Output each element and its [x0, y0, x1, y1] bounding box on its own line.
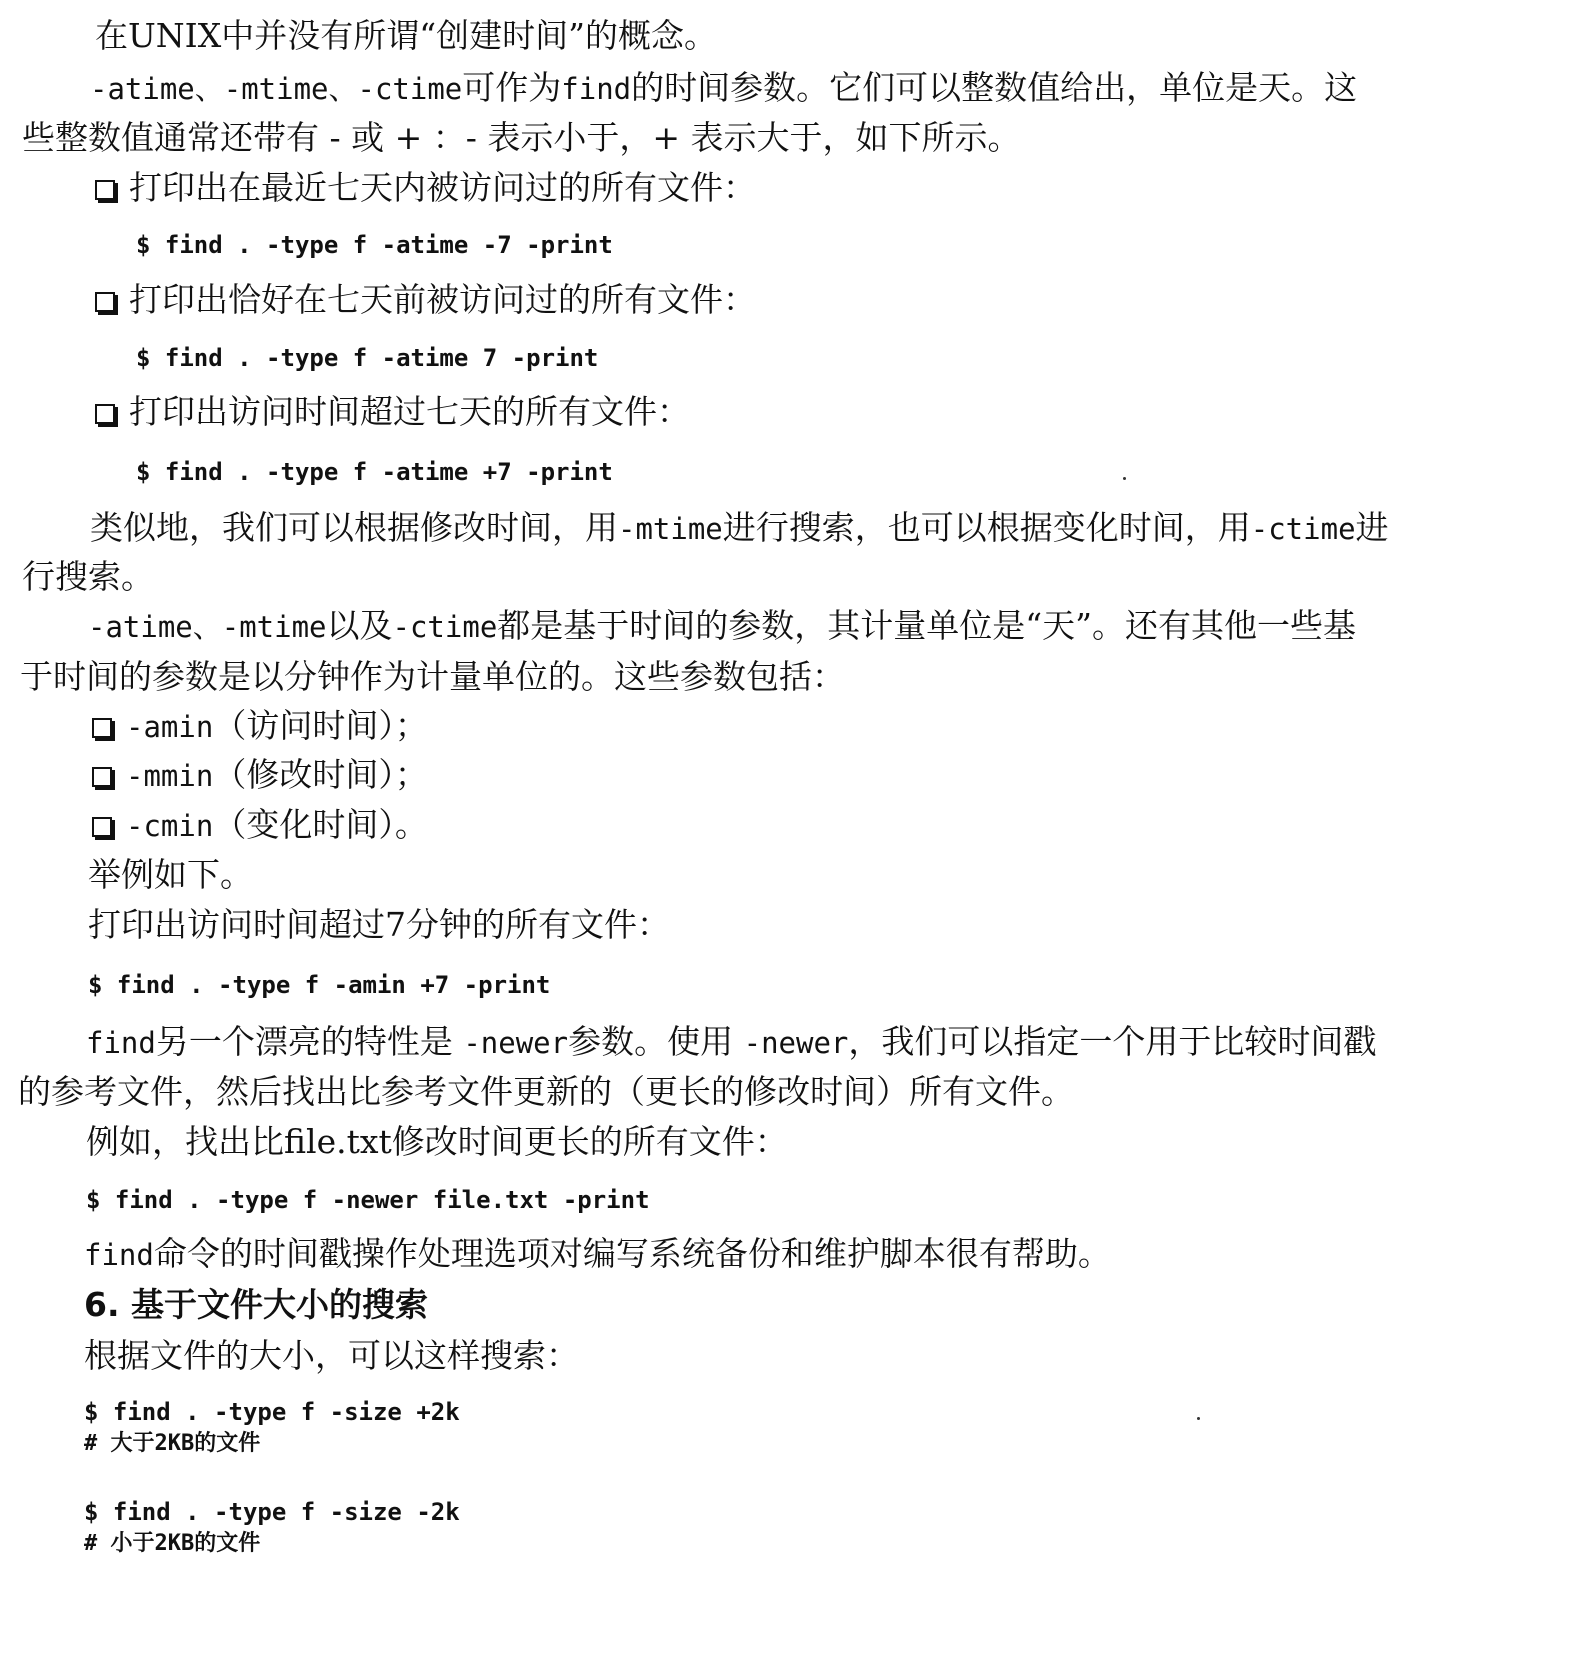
- paragraph-timestamp-summary: find命令的时间戳操作处理选项对编写系统备份和维护脚本很有帮助。: [84, 1234, 1111, 1273]
- inline-code: -newer: [743, 1026, 849, 1060]
- code-comment: # 大于2KB的文件: [84, 1431, 261, 1456]
- paragraph-time-params-line1: -atime、-mtime、-ctime可作为find的时间参数。它们可以整数值给出，单位是天。这: [90, 68, 1358, 107]
- paragraph-newer-line1: find另一个漂亮的特性是 -newer参数。使用 -newer，我们可以指定一个用于比较时间戳: [86, 1022, 1377, 1061]
- inline-code: -mmin: [126, 759, 214, 793]
- paragraph-mtime-ctime-line1: 类似地，我们可以根据修改时间，用-mtime进行搜索，也可以根据变化时间，用-ctime进: [90, 508, 1389, 547]
- checkbox-bullet-icon: [95, 292, 115, 312]
- code-line: $ find . -type f -atime 7 -print: [136, 344, 599, 372]
- bullet-item: 打印出访问时间超过七天的所有文件：: [95, 390, 690, 434]
- inline-code: find: [561, 72, 632, 106]
- code-line: $ find . -type f -amin +7 -print: [88, 971, 551, 999]
- code-line: $ find . -type f -size +2k: [84, 1398, 460, 1426]
- section-heading: 6. 基于文件大小的搜索: [84, 1285, 428, 1324]
- paragraph-mtime-ctime-line2: 行搜索。: [22, 557, 154, 596]
- inline-code: -newer: [463, 1026, 569, 1060]
- code-line: $ find . -type f -atime -7 -print: [136, 231, 613, 259]
- paragraph-examples-intro: 举例如下。: [88, 855, 253, 894]
- checkbox-bullet-icon: [95, 180, 115, 200]
- inline-code: -atime、-mtime: [88, 610, 327, 644]
- bullet-item: -amin（访问时间）；: [92, 704, 428, 749]
- inline-code: -mtime: [618, 512, 723, 546]
- paragraph-minute-params-line2: 于时间的参数是以分钟作为计量单位的。这些参数包括：: [20, 657, 845, 696]
- inline-code: -atime、-mtime、-ctime: [90, 72, 463, 106]
- bullet-item: -mmin（修改时间）；: [92, 753, 428, 798]
- bullet-item: 打印出恰好在七天前被访问过的所有文件：: [95, 278, 756, 322]
- paragraph-time-params-line2: 些整数值通常还带有 - 或 + ：- 表示小于，+ 表示大于，如下所示。: [22, 118, 1021, 157]
- paragraph-amin-example: 打印出访问时间超过7分钟的所有文件：: [88, 905, 670, 944]
- paragraph-newer-example: 例如，找出比file.txt修改时间更长的所有文件：: [86, 1122, 788, 1161]
- paragraph-unix-creation-time: 在UNIX中并没有所谓“创建时间”的概念。: [95, 16, 717, 55]
- checkbox-bullet-icon: [95, 404, 115, 424]
- checkbox-bullet-icon: [92, 767, 112, 787]
- inline-code: -cmin: [126, 809, 214, 843]
- paragraph-newer-line2: 的参考文件，然后找出比参考文件更新的（更长的修改时间）所有文件。: [18, 1072, 1074, 1111]
- paragraph-size-intro: 根据文件的大小，可以这样搜索：: [84, 1336, 579, 1375]
- inline-code: find: [84, 1238, 154, 1272]
- scan-speck: [1123, 477, 1126, 480]
- code-comment: # 小于2KB的文件: [84, 1531, 261, 1556]
- inline-code: -amin: [126, 710, 214, 744]
- bullet-item: -cmin（变化时间）。: [92, 803, 428, 848]
- paragraph-minute-params-line1: -atime、-mtime以及-ctime都是基于时间的参数，其计量单位是“天”。还有其他一些基: [88, 606, 1357, 645]
- code-line: $ find . -type f -size -2k: [84, 1498, 460, 1526]
- scan-speck: [1197, 1417, 1200, 1420]
- code-line: $ find . -type f -atime +7 -print: [136, 458, 613, 486]
- inline-code: -ctime: [392, 610, 498, 644]
- checkbox-bullet-icon: [92, 817, 112, 837]
- checkbox-bullet-icon: [92, 718, 112, 738]
- inline-code: -ctime: [1250, 512, 1356, 546]
- inline-code: find: [86, 1026, 156, 1060]
- code-line: $ find . -type f -newer file.txt -print: [86, 1186, 650, 1214]
- bullet-item: 打印出在最近七天内被访问过的所有文件：: [95, 166, 756, 210]
